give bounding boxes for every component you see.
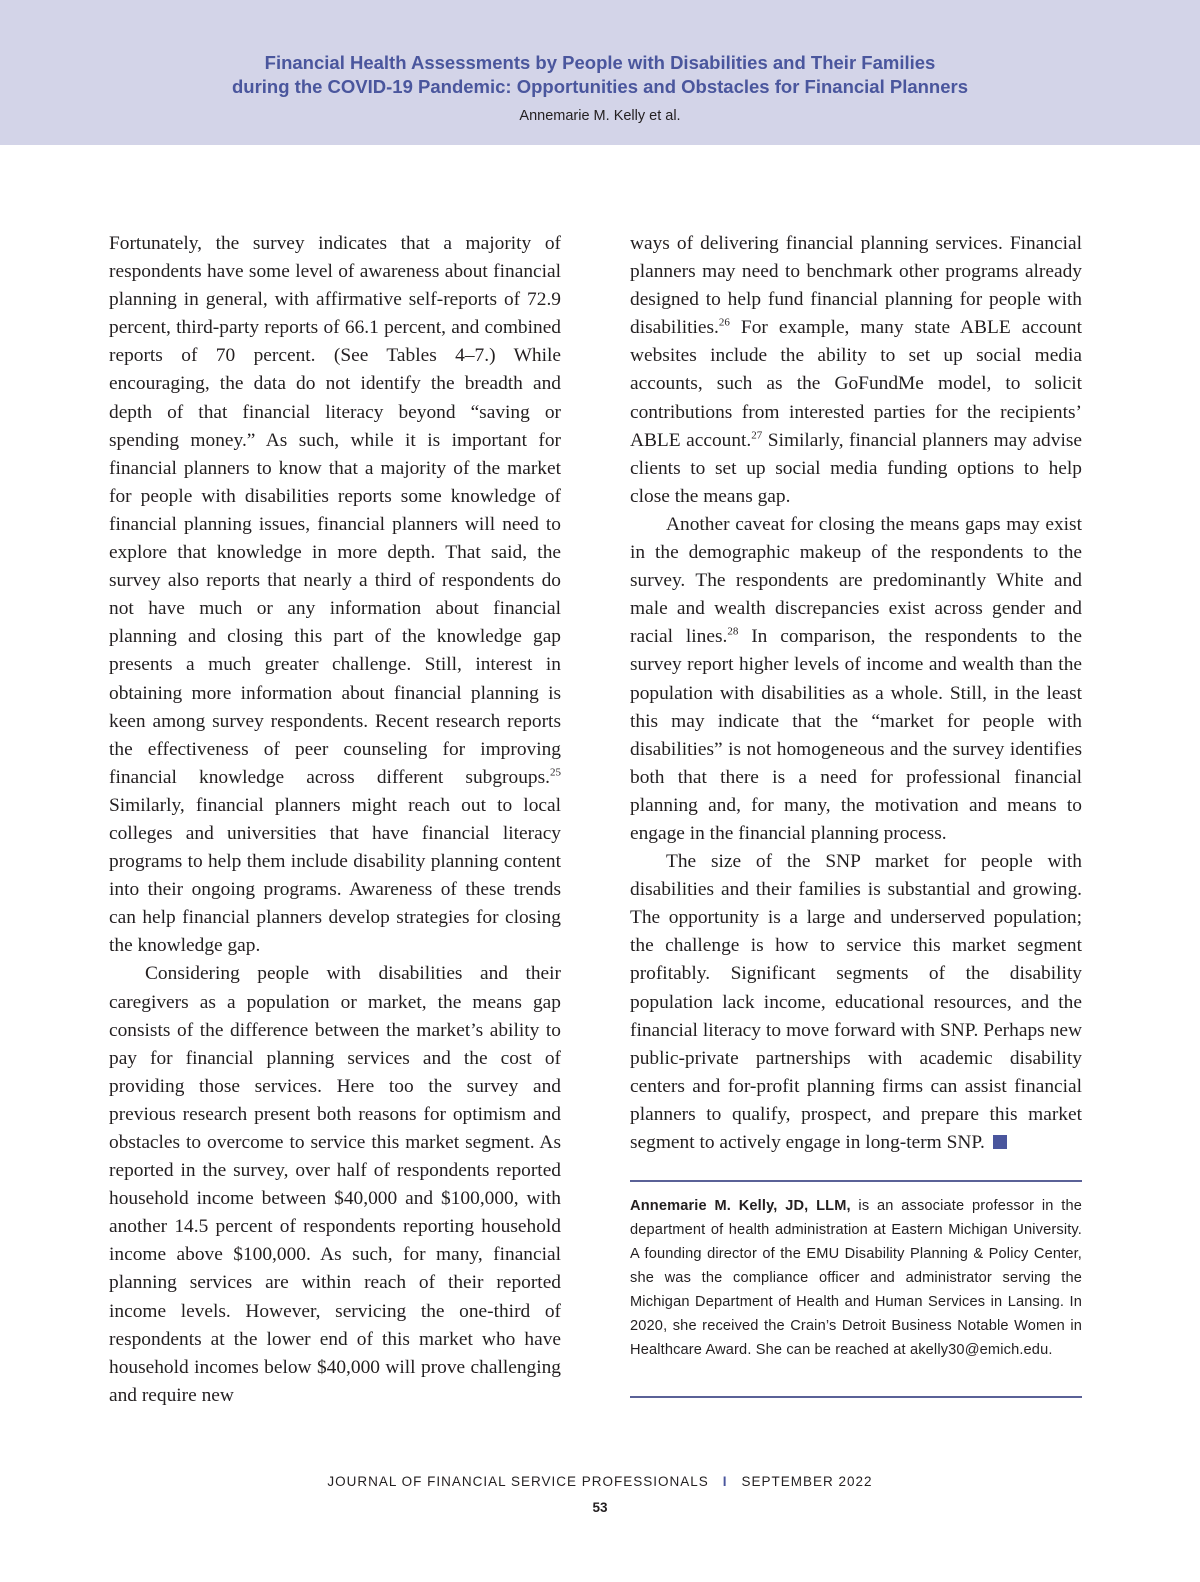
right-paragraph-1: [630, 230, 1082, 511]
left-paragraph-1-text-b: Similarly, financial planners might reach out to local colleges and universities that have financial literacy programs to help them include disability planning content into their ongoing programs. Awareness of these trends can help financial planners develop strategies for closing the knowledge gap.: [109, 794, 561, 957]
bio-author-name: Annemarie M. Kelly, JD, LLM,: [630, 1198, 851, 1214]
page-footer: [0, 1474, 1200, 1489]
footer-separator: I: [722, 1474, 728, 1489]
footnote-ref-28: 28: [727, 625, 739, 638]
footer-journal-name: JOURNAL OF FINANCIAL SERVICE PROFESSIONALS: [327, 1474, 709, 1489]
footnote-ref-25: 25: [550, 766, 561, 779]
article-header-band: [0, 0, 1200, 145]
right-paragraph-2-text-b: In comparison, the respondents to the survey report higher levels of income and wealth than the population with disabilities as a whole. Still, in the least this may indicate that the “market for people with disabilities” is not homogeneous and the survey identifies both that there is a need for professional financial planning and, for many, the motivation and means to engage in the financial planning process.: [630, 626, 1082, 844]
article-author: Annemarie M. Kelly et al.: [519, 108, 681, 124]
right-paragraph-3: [630, 848, 1082, 1157]
footer-issue-date: SEPTEMBER 2022: [741, 1474, 873, 1489]
article-title-line-1: Financial Health Assessments by People with Disabilities and Their Families: [264, 52, 936, 73]
right-paragraph-1-text-c: Similarly, financial planners may advise clients to set up social media funding options to help close the means gap.: [630, 429, 1082, 507]
left-paragraph-1-text-a: Fortunately, the survey indicates that a majority of respondents have some level of awareness about financial planning in general, with affirmative self-reports of 72.9 percent, third-party reports of 66.1 percent, and combined reports of 70 percent. (See Tables 4–7.) While encouraging, the data do not identify the breadth and depth of that financial literacy beyond “saving or spending money.” As such, while it is important for financial planners to know that a majority of the market for people with disabilities reports some knowledge of financial planning issues, financial planners will need to explore that knowledge in more depth. That said, the survey also reports that nearly a third of respondents do not have much or any information about financial planning and closing this part of the knowledge gap presents a much greater challenge. Still, interest in obtaining more information about financial planning is keen among survey respondents. Recent research reports the effectiveness of peer counseling for improving financial knowledge across different subgroups.: [109, 233, 561, 788]
right-paragraph-1-text-a: ways of delivering financial planning services. Financial planners may need to benchmark other programs already designed to help fund financial planning for people with disabilities.: [630, 233, 1082, 339]
bio-top-rule: [630, 1180, 1082, 1182]
footnote-ref-26: 26: [718, 316, 730, 329]
article-title-line-2: during the COVID-19 Pandemic: Opportunities and Obstacles for Financial Planners: [231, 76, 969, 97]
footnote-ref-27: 27: [751, 429, 763, 442]
bio-text: is an associate professor in the department of health administration at Eastern Michigan University. A founding director of the EMU Disability Planning & Policy Center, she was the compliance officer and administrator serving the Michigan Department of Health and Human Services in Lansing. In 2020, she received the Crain’s Detroit Business Notable Women in Healthcare Award. She can be reached at akelly30@emich.edu.: [630, 1198, 1082, 1358]
right-column: [630, 230, 1082, 1157]
left-paragraph-2: Considering people with disabilities and their caregivers as a population or market, the means gap consists of the difference between the market’s ability to pay for financial planning services and the cost of providing those services. Here too the survey and previous research present both reasons for optimism and obstacles to overcome to service this market segment. As reported in the survey, over half of respondents reported household income between $40,000 and $100,000, with another 14.5 percent of respondents reporting household income above $100,000. As such, for many, financial planning services are within reach of their reported income levels. However, servicing the one-third of respondents at the lower end of this market who have household incomes below $40,000 will prove challenging and require new: [109, 963, 561, 1406]
right-paragraph-2-text-a: Another caveat for closing the means gaps may exist in the demographic makeup of the respondents to the survey. The respondents are predominantly White and male and wealth discrepancies exist across gender and racial lines.: [630, 513, 1082, 648]
right-paragraph-2: [630, 511, 1082, 848]
bio-bottom-rule: [630, 1396, 1082, 1398]
author-bio: [630, 1194, 1082, 1362]
left-column: [109, 230, 561, 1410]
article-title: [0, 51, 1200, 99]
right-paragraph-3-text: The size of the SNP market for people with disabilities and their families is substantial and growing. The opportunity is a large and underserved population; the challenge is how to service this market segment profitably. Significant segments of the disability population lack income, educational resources, and the financial literacy to move forward with SNP. Perhaps new public-private partnerships with academic disability centers and for-profit planning firms can assist financial planners to qualify, prospect, and prepare this market segment to actively engage in long-term SNP.: [630, 851, 1082, 1153]
right-paragraph-1-text-b: For example, many state ABLE account websites include the ability to set up social media accounts, such as the GoFundMe model, to solicit contributions from interested parties for the recipients’ ABLE account.: [630, 317, 1082, 451]
end-of-article-square-icon: [993, 1135, 1007, 1149]
page-number: 53: [592, 1500, 608, 1515]
left-paragraph-1: [109, 230, 561, 960]
